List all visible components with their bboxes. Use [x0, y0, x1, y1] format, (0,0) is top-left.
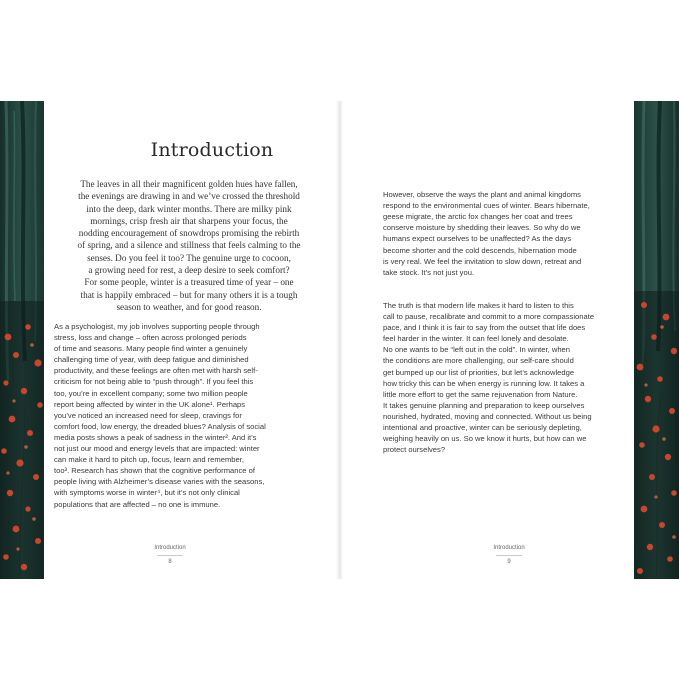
forest-berries-artwork-right: [634, 101, 679, 579]
forest-berries-artwork-left: [0, 101, 44, 579]
page-footer-right: [489, 544, 529, 567]
intro-paragraph: The leaves in all their magnificent golden hues have fallen, the evenings are drawing in and we’ve crossed the threshold into the deep, dark winter months. There are milky pink mornings, crisp fresh air that sharpens your focus, the nodding encouragement of snowdrops promising the rebirth of spring, and a silence and stillness that feels calming to the senses. Do you feel it too? The genuine urge to cocoon, a growing need for rest, a deep desire to seek comfort? For some people, winter is a treasured time of year – one that is happily embraced – but for many others it is a tough season to weather, and for good reason.: [77, 179, 301, 312]
page-footer-left: [150, 544, 190, 567]
forest-illustration-left: [0, 101, 44, 579]
body-paragraph-right-1: However, observe the ways the plant and animal kingdoms respond to the environmental cues of winter. Bears hibernate, geese migrate, the arctic fox changes her coat and trees conserve moisture by shedding their leaves. So why do we humans expect ourselves to be unaffected? As the days become shorter and the cold descends, hibernation mode is very real. We feel the invitation to slow down, retreat and take stock. It’s not just you.: [383, 190, 590, 277]
body-paragraph-left: As a psychologist, my job involves supporting people through stress, loss and change – often across prolonged periods of time and seasons. Many people find winter a genuinely challenging time of year, with deep fatigue and diminished productivity, and these feelings are often met with harsh self- criticism for not being able to “push through”. If you feel this too, you’re in excellent company; some two million people report being affected by winter in the UK alone¹. Perhaps you’ve noticed an increased need for sleep, cravings for comfort food, low energy, the dreaded blues? Analysis of social media posts shows a peak of sadness in the winter². And it’s not just our mood and energy levels that are impacted: winter can make it hard to pitch up, focus, learn and remember, too³. Research has shown that the cognitive performance of people living with Alzheimer’s disease varies with the seasons, with symptoms worse in winter⁴, but it’s not only clinical populations that are affected – no one is immune.: [54, 322, 266, 509]
book-spread: [0, 101, 679, 579]
footer-divider: [496, 555, 522, 556]
body-paragraph-right-2: The truth is that modern life makes it hard to listen to this call to pause, recalibrate and commit to a more compassionate pace, and I think it is fair to say from the outset that life does feel harder in the winter. It can feel lonely and desolate. No one wants to be “left out in the cold”. In winter, when the conditions are more challenging, our self-care should get bumped up our list of priorities, but let’s acknowledge how tricky this can be when energy is running low. It takes a little more effort to get the same rejuvenation from Nature. It takes genuine planning and preparation to keep ourselves nourished, hydrated, moving and connected. Without us being intentional and proactive, winter can be seriously depleting, weighing heavily on us. So we know it hurts, but how can we protect ourselves?: [383, 300, 595, 455]
running-footer-label: Introduction: [493, 545, 525, 551]
body-text-right: [383, 178, 633, 466]
left-page: [44, 101, 336, 579]
footer-divider: [157, 555, 183, 556]
page-title: Introduction: [150, 139, 274, 161]
right-page: [343, 101, 634, 579]
page-number: 9: [507, 559, 511, 565]
page-number: 8: [168, 559, 172, 565]
running-footer-label: Introduction: [154, 545, 186, 551]
book-gutter: [336, 101, 343, 579]
forest-illustration-right: [634, 101, 679, 579]
